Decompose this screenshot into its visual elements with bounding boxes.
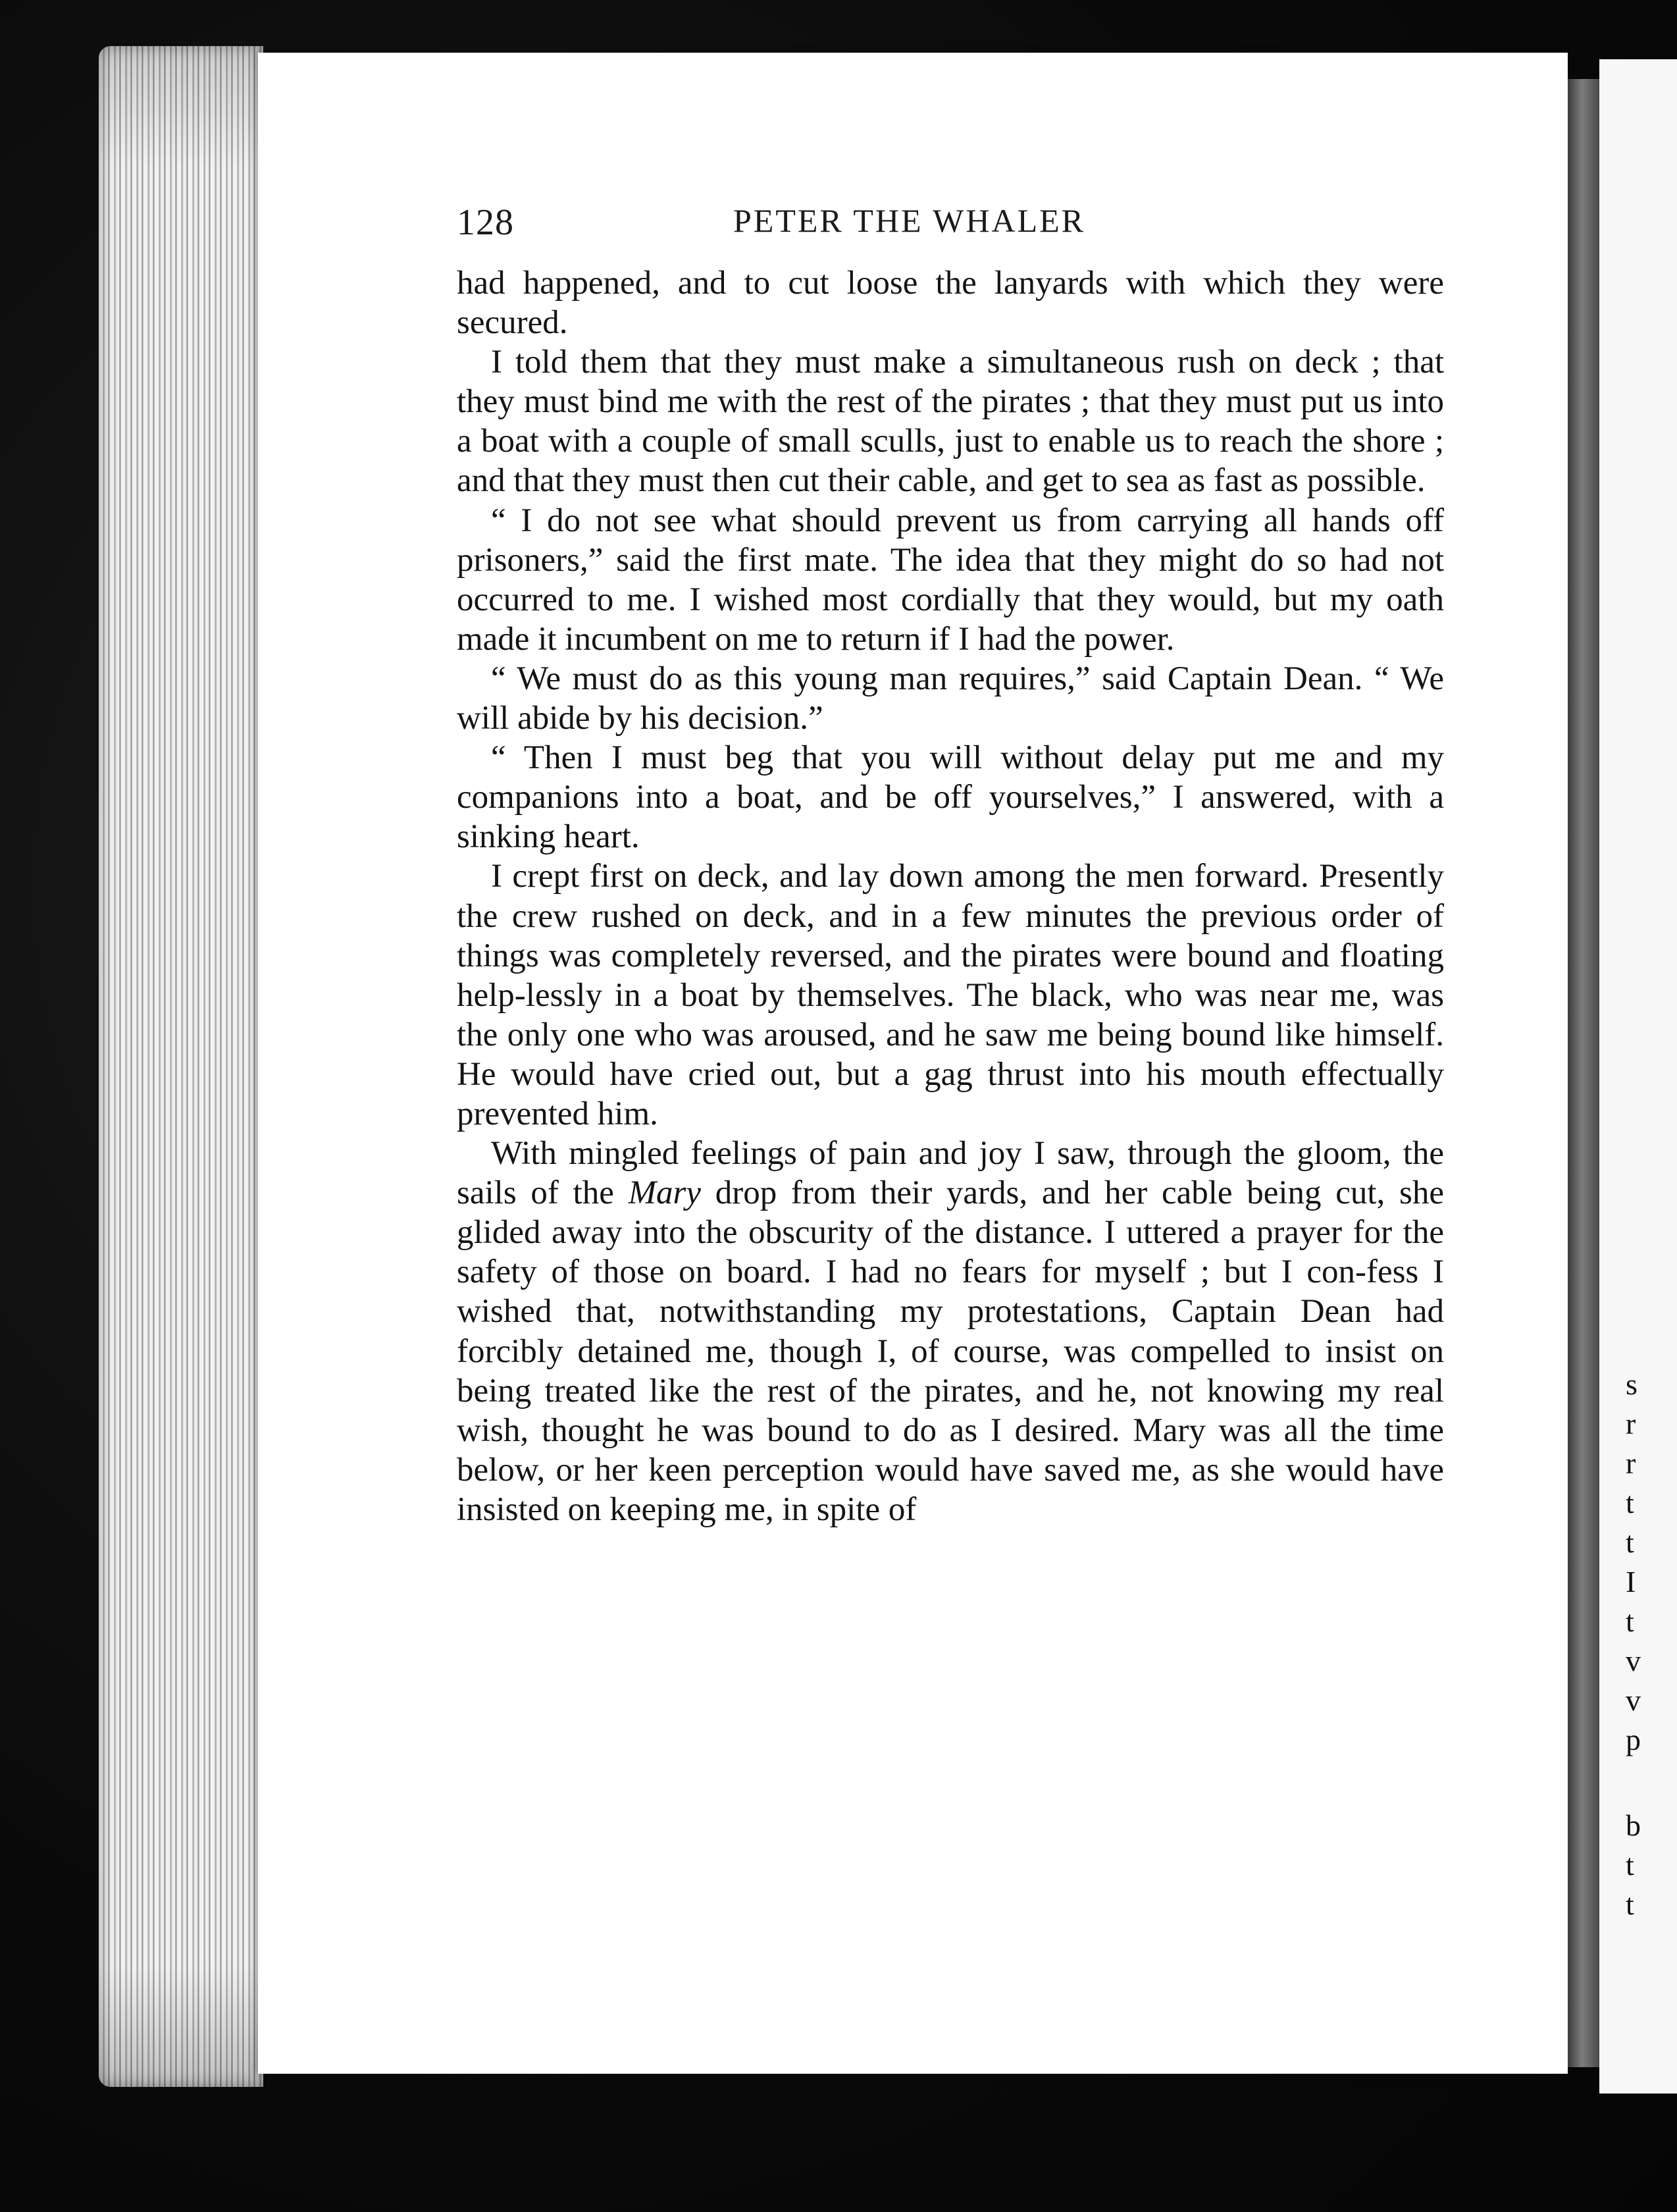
facing-page-letter: t [1626, 1604, 1634, 1638]
running-header [457, 201, 1420, 254]
paragraph: I told them that they must make a simultaneous rush on deck ; that they must bind me with the rest of the pirates ; that they must put us into a boat with a couple of small sculls, just to enable us to reach the shore ; and that they must then cut their cable, and get to sea as fast as possible. [457, 344, 1444, 500]
facing-page-letter: v [1626, 1683, 1641, 1717]
facing-page-letter: b [1626, 1808, 1641, 1842]
facing-page-letter: t [1626, 1887, 1634, 1921]
facing-page-letter: p [1626, 1723, 1641, 1756]
paragraph: “ We must do as this young man requires,” said Captain Dean. “ We will abide by his decision.” [457, 660, 1444, 737]
book-page-edges [99, 46, 263, 2087]
paragraph: “ Then I must beg that you will without delay put me and my companions into a boat, and be off yourselves,” I answered, with a sinking heart. [457, 739, 1444, 856]
ship-name-italic: Mary [628, 1174, 702, 1212]
paragraph: “ I do not see what should prevent us from carrying all hands off prisoners,” said the first mate. The idea that they might do so had not occurred to me. I wished most cordially that they would, but my oath made it incumbent on me to return if I had the power. [457, 502, 1444, 658]
facing-page-letter: t [1626, 1848, 1634, 1882]
facing-page-letter: r [1626, 1446, 1636, 1480]
paragraph-text: With mingled feelings of pain and joy I saw, through the gloom, the sails of the [457, 1135, 1444, 1212]
facing-page-letter: s [1626, 1367, 1638, 1401]
facing-page-letter: t [1626, 1525, 1634, 1559]
facing-page-letter: v [1626, 1644, 1641, 1677]
facing-page-letter: t [1626, 1486, 1634, 1519]
paragraph: I crept first on deck, and lay down among the men forward. Presently the crew rushed on deck, and in a few minutes the previous order of things was completely reversed, and the pirates were bound and floating help-lessly in a boat by themselves. The black, who was near me, was the only one who was aroused, and he saw me being bound like himself. He would have cried out, but a gag thrust into his mouth effectually prevented him. [457, 858, 1444, 1132]
paragraph: had happened, and to cut loose the lanyards with which they were secured. [457, 265, 1444, 342]
page-content [258, 53, 1568, 2074]
facing-page-edge [1599, 59, 1677, 2094]
book-gutter [1568, 79, 1599, 2067]
page-number: 128 [457, 202, 514, 243]
paragraph-text: drop from their yards, and her cable being cut, she glided away into the obscurity of the distance. I uttered a prayer for the safety of those on board. I had no fears for myself ; but I con-fess I wished that, notwithstanding my protestations, Captain Dean had forcibly detained me, though I, of course, was compelled to insist on being treated like the rest of the pirates, and he, not knowing my real wish, thought he was bound to do as I desired. Mary was all the time below, or her keen perception would have saved me, as she would have insisted on keeping me, in spite of [457, 1174, 1444, 1528]
facing-page-letter: I [1626, 1565, 1636, 1598]
body-text [457, 263, 1444, 1529]
running-title: PETER THE WHALER [733, 202, 1086, 239]
facing-page-letter: r [1626, 1407, 1636, 1440]
paragraph [457, 1134, 1444, 1529]
